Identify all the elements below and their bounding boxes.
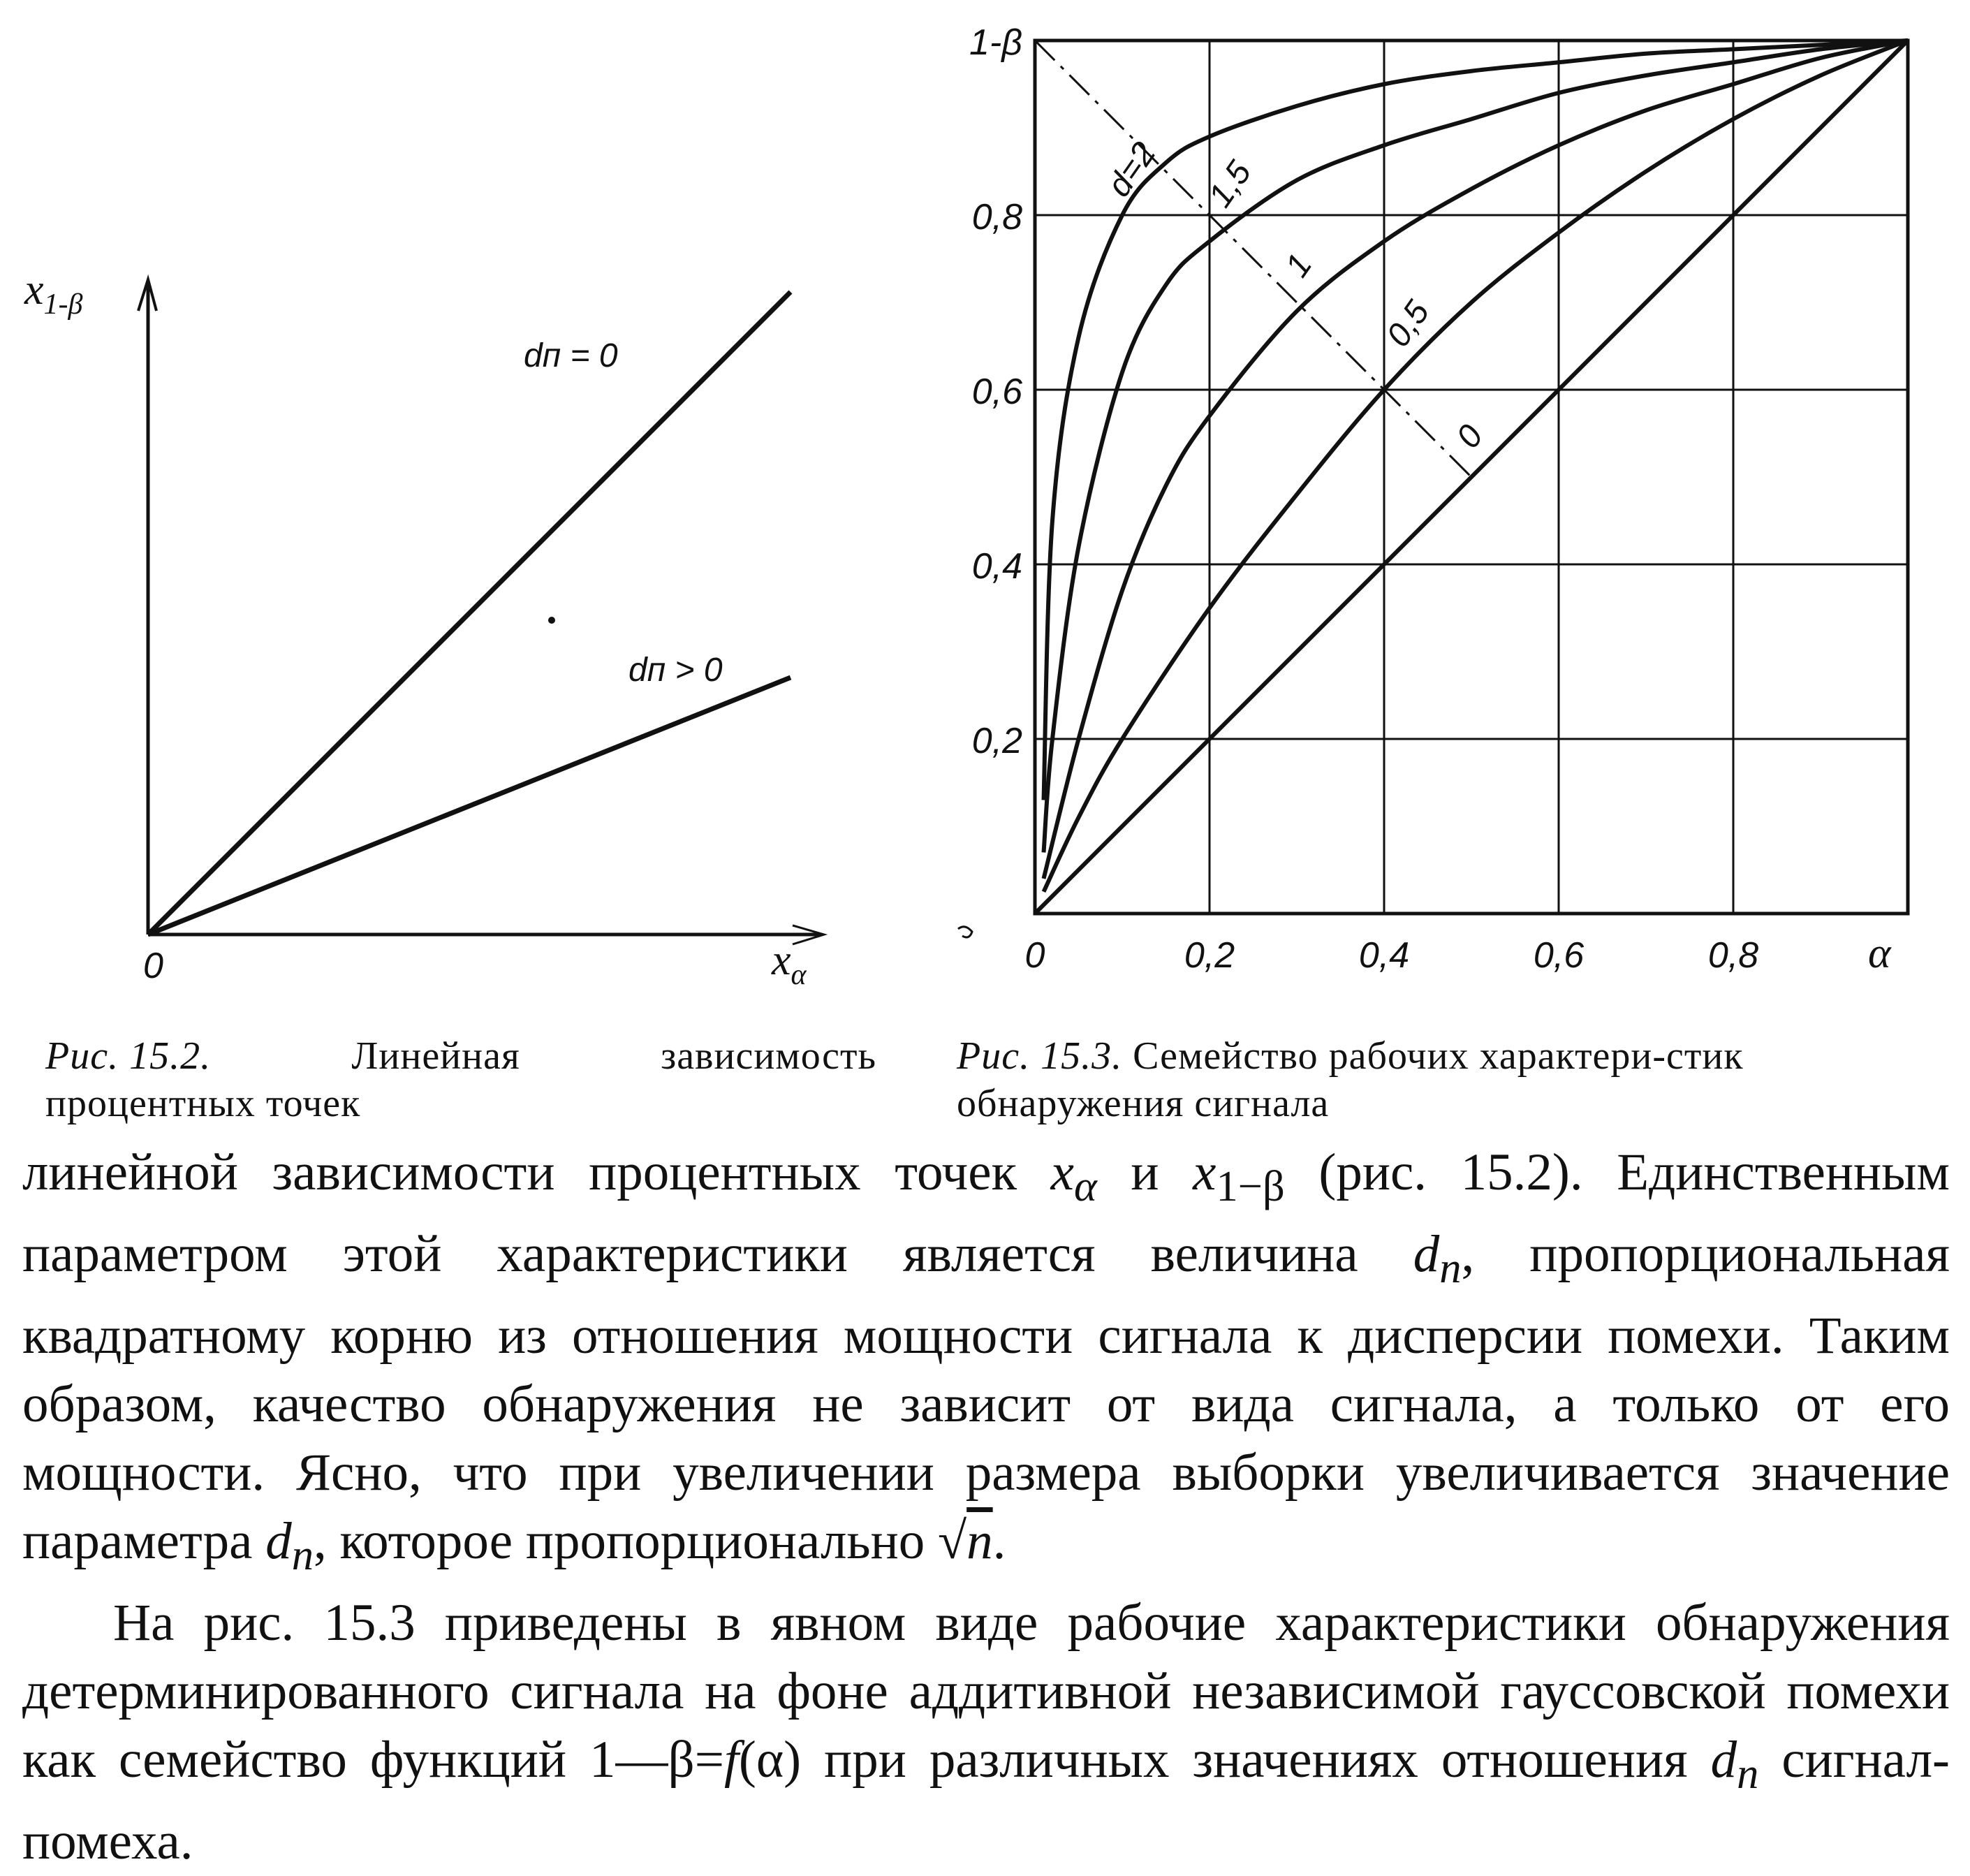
y-tick-label: 0,6 [971, 372, 1022, 412]
scan-mark-icon [958, 927, 972, 937]
x-tick-label: 0,2 [1184, 935, 1235, 976]
caption-word: Линейная [351, 1034, 520, 1078]
x-tick-label: 0,8 [1707, 935, 1759, 976]
series-label: dп = 0 [524, 337, 618, 374]
origin-label: 0 [143, 946, 163, 986]
roc-curve [1044, 41, 1909, 879]
caption-word: зависимость [661, 1034, 876, 1078]
caption-figure-15-2 [45, 1032, 876, 1127]
caption-figure-15-3 [957, 1032, 1927, 1127]
y-tick-label: 0,4 [971, 546, 1022, 587]
alpha-axis-label: α [1868, 930, 1891, 977]
body-text [22, 1138, 1950, 1876]
curve-label: 1 [1278, 247, 1320, 284]
series-label: dп > 0 [629, 652, 723, 689]
curve-label: 1,5 [1201, 154, 1259, 214]
curve-label: d=2 [1100, 135, 1163, 204]
x-tick-label: 0,4 [1358, 935, 1410, 976]
curve-label: 0,5 [1379, 294, 1437, 354]
caption-line: процентных точек [45, 1082, 361, 1125]
dash-dot-diagonal [1035, 41, 1471, 477]
y-tick-label: 0,2 [971, 721, 1022, 761]
caption-prefix: Рис. 15.3. [957, 1034, 1123, 1078]
paragraph: На рис. 15.3 приведены в явном виде рабочие характеристики обнаружения детерминированного сигнала на фоне аддитивной независимой гауссовской помехи как семейство функций 1—β=f(α) при различных значениях отношения $d_n$ сигнал-помеха. [22, 1594, 1950, 1870]
paragraph: линейной зависимости процентных точек $x_\alpha$ и $x_{1-\beta}$ (рис. 15.2). Единственным параметром этой характеристики является величина $d_n$, пропорциональная квадратному корню из отношения мощности сигнала к дисперсии помехи. Таким образом, качество обнаружения не зависит от вида сигнала, а только от его мощности. Ясно, что при увеличении размера выборки увеличивается значение параметра $d_n$, которое пропорционально √n. [22, 1143, 1950, 1579]
y-tick-label: 1-β [969, 22, 1022, 63]
x-axis-label: $x_\alpha$ [772, 937, 807, 991]
curve-label: 0 [1449, 418, 1491, 455]
caption-text: Семейство рабочих характери-стик обнаружения сигнала [957, 1034, 1744, 1125]
y-axis-label: $x_{1-\beta}$ [24, 266, 83, 321]
x-tick-label: 0 [1024, 935, 1045, 976]
y-tick-label: 0,8 [971, 197, 1022, 237]
caption-prefix: Рис. 15.2. [45, 1034, 212, 1078]
roc-curve [1044, 41, 1909, 800]
x-tick-label: 0,6 [1533, 935, 1585, 976]
